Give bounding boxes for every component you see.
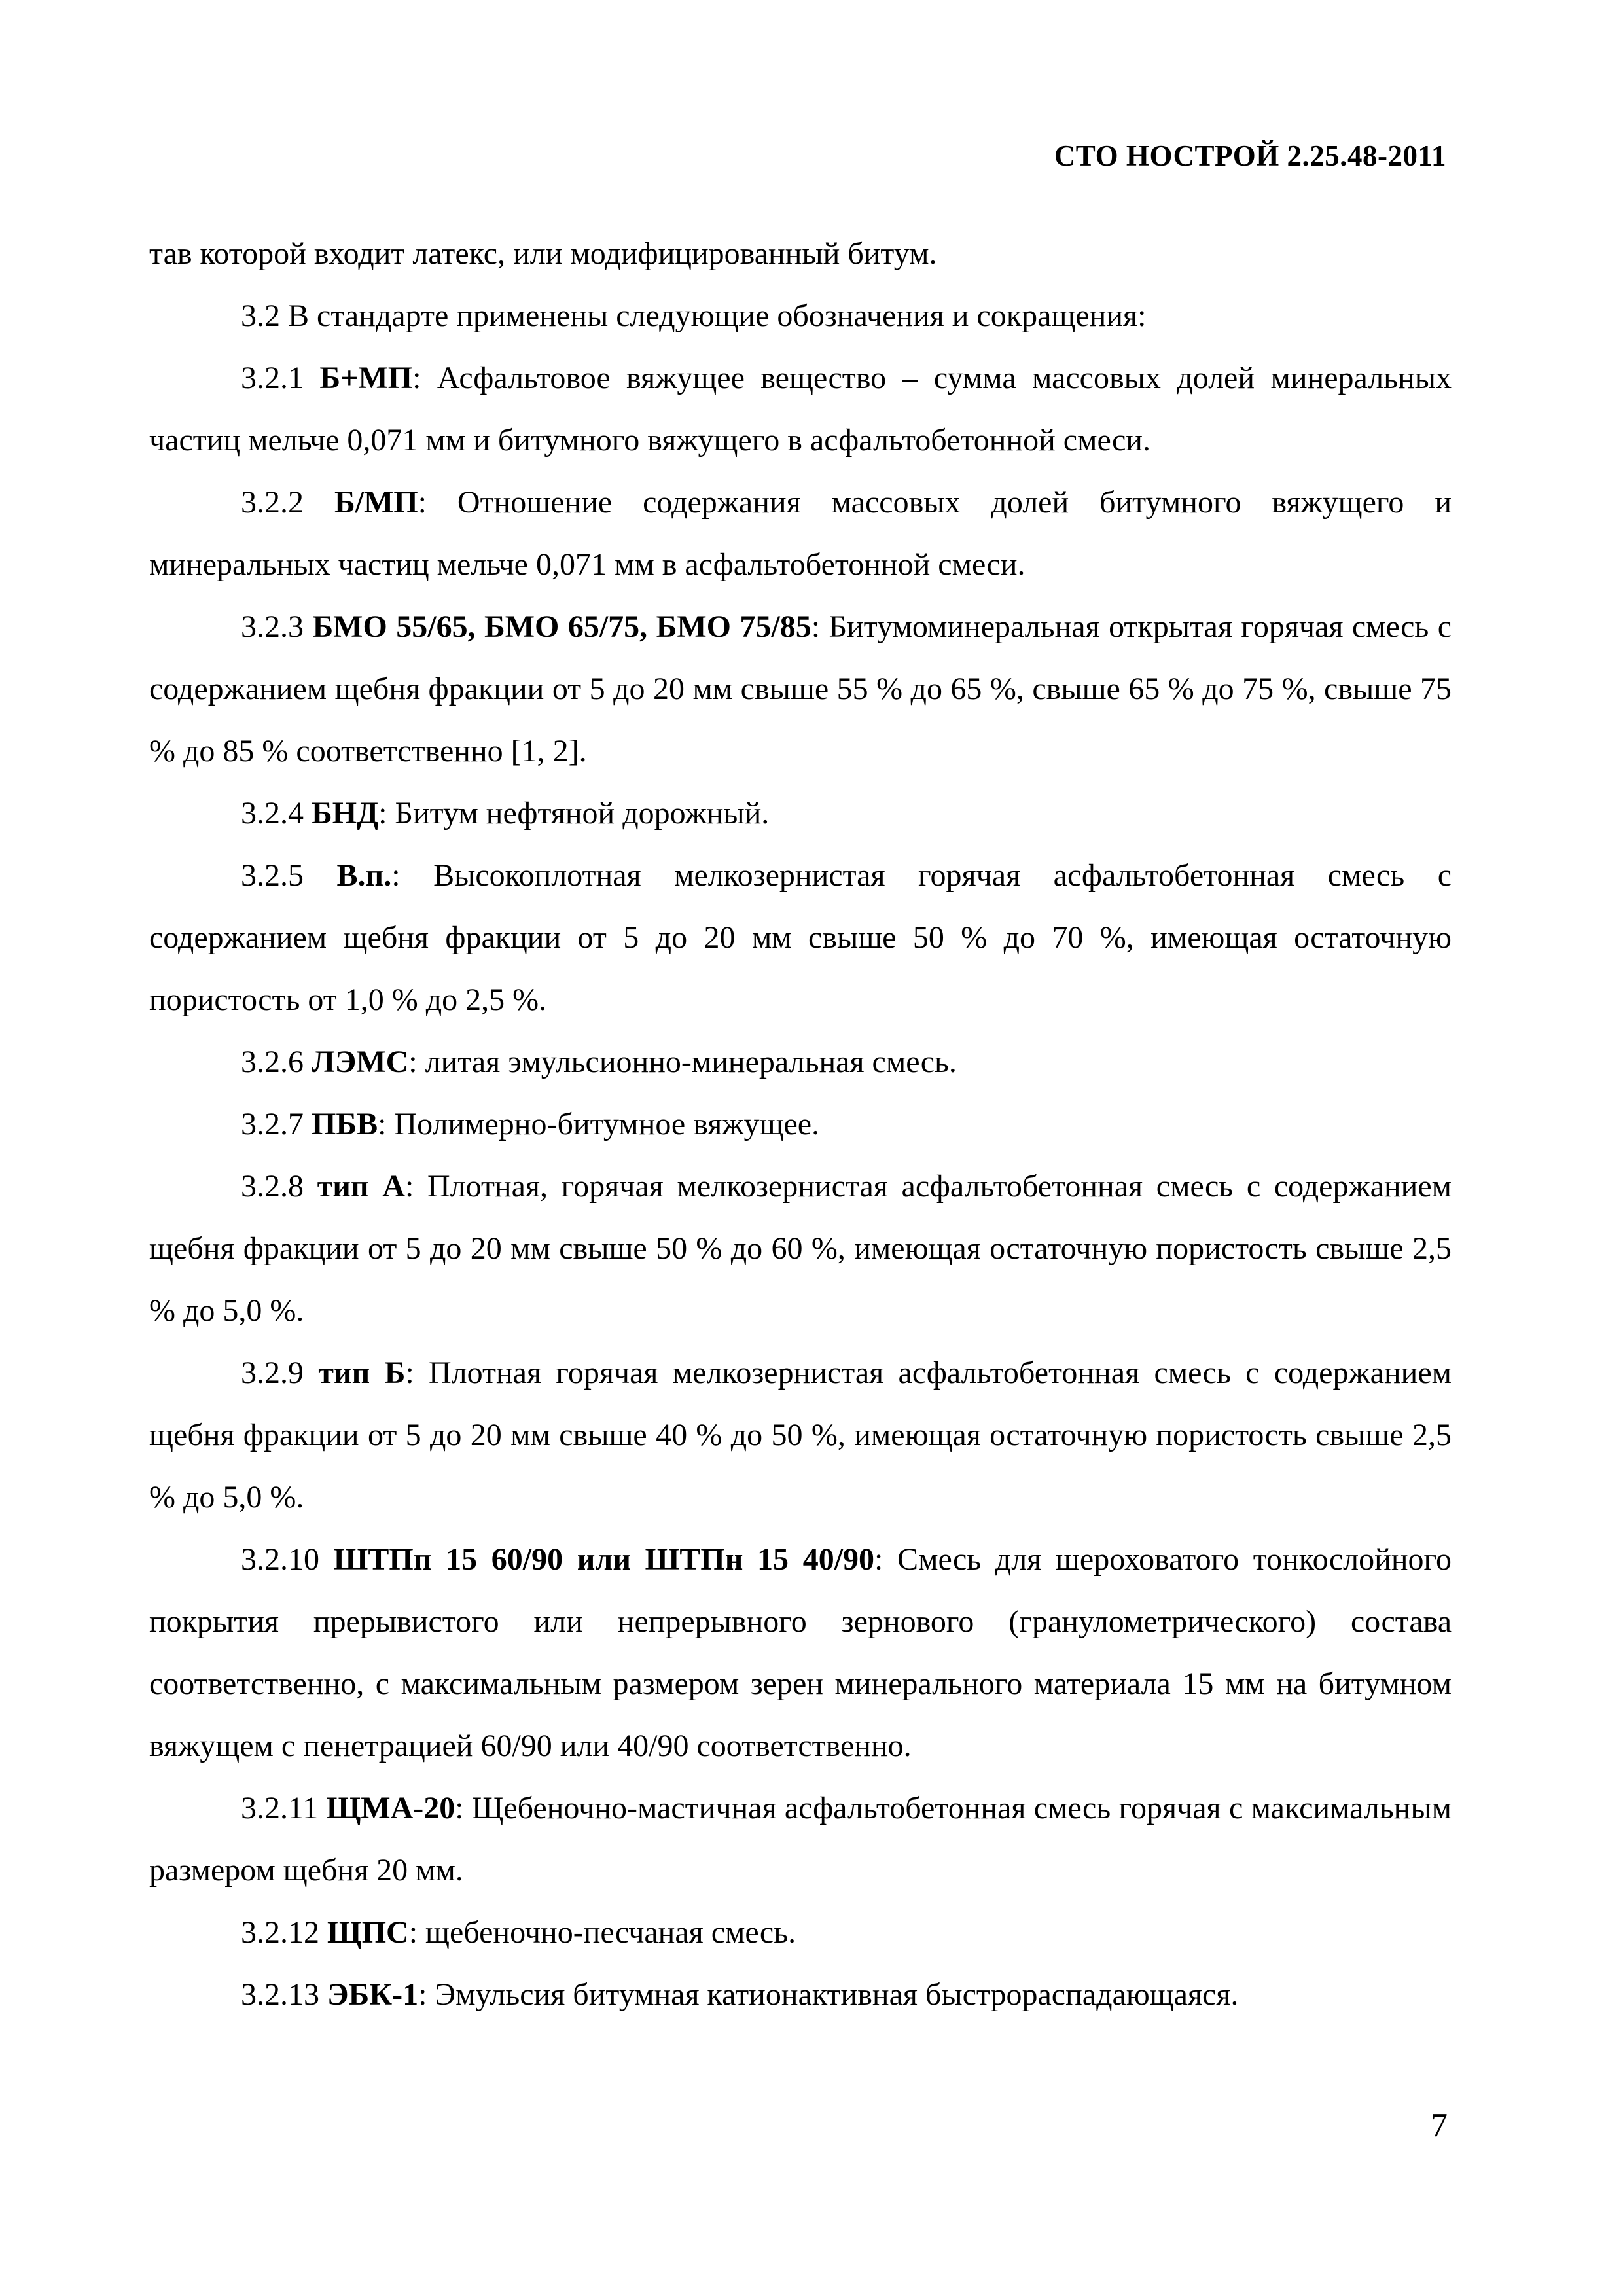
item-text: : щебеночно-песчаная смесь. xyxy=(408,1915,796,1950)
item-term: ПБВ xyxy=(312,1107,378,1141)
item-number: 3.2.8 xyxy=(241,1169,304,1204)
item-term: Б+МП xyxy=(319,361,413,395)
item-term: тип Б xyxy=(318,1355,406,1390)
item-number: 3.2.9 xyxy=(241,1355,304,1390)
definition-item xyxy=(149,1031,1452,1093)
item-number: 3.2.1 xyxy=(241,361,304,395)
definition-item xyxy=(149,471,1452,596)
section-number: 3.2 xyxy=(241,298,280,333)
item-number: 3.2.12 xyxy=(241,1915,319,1950)
item-text: : Асфальтовое вяжущее вещество – сумма массовых долей минеральных частиц мельче 0,071 мм и битумного вяжущего в асфальтобетонной смеси. xyxy=(149,361,1452,457)
definition-item xyxy=(149,1964,1452,2026)
item-term: Б/МП xyxy=(334,485,418,520)
item-text: : Смесь для шероховатого тонкослойного покрытия прерывистого или непрерывного зернового (гранулометрического) состава соответственно, с максимальным размером зерен минерального материала 15 мм на битумном вяжущем с пенетрацией 60/90 или 40/90 соответственно. xyxy=(149,1542,1452,1763)
item-text: : Плотная, горячая мелкозернистая асфальтобетонная смесь с содержанием щебня фракции от 5 до 20 мм свыше 50 % до 60 %, имеющая остаточную пористость свыше 2,5 % до 5,0 %. xyxy=(149,1169,1452,1328)
definition-item xyxy=(149,1777,1452,1901)
document-header: СТО НОСТРОЙ 2.25.48-2011 xyxy=(1054,139,1446,172)
item-text: : Высокоплотная мелкозернистая горячая асфальтобетонная смесь с содержанием щебня фракции от 5 до 20 мм свыше 50 % до 70 %, имеющая остаточную пористость от 1,0 % до 2,5 %. xyxy=(149,858,1452,1017)
continuation-paragraph: тав которой входит латекс, или модифицированный битум. xyxy=(149,236,937,271)
item-text: : Битум нефтяной дорожный. xyxy=(378,796,770,831)
section-paragraph xyxy=(149,285,1452,347)
item-text: : Отношение содержания массовых долей битумного вяжущего и минеральных частиц мельче 0,071 мм в асфальтобетонной смеси. xyxy=(149,485,1452,582)
definition-item xyxy=(149,1901,1452,1964)
page-number: 7 xyxy=(1431,2107,1448,2144)
definition-item xyxy=(149,1342,1452,1528)
item-term: ЩПС xyxy=(327,1915,409,1950)
item-number: 3.2.2 xyxy=(241,485,304,520)
item-term: БМО 55/65, БМО 65/75, БМО 75/85 xyxy=(312,609,812,644)
item-number: 3.2.5 xyxy=(241,858,304,893)
definition-item xyxy=(149,347,1452,471)
item-number: 3.2.13 xyxy=(241,1977,319,2012)
item-number: 3.2.4 xyxy=(241,796,304,831)
item-number: 3.2.11 xyxy=(241,1791,319,1825)
item-text: : Эмульсия битумная катионактивная быстрораспадающаяся. xyxy=(418,1977,1239,2012)
item-text: : Щебеночно-мастичная асфальтобетонная смесь горячая с максимальным размером щебня 20 мм. xyxy=(149,1791,1452,1888)
definition-item xyxy=(149,1093,1452,1155)
item-term: В.п. xyxy=(336,858,392,893)
definition-item xyxy=(149,782,1452,844)
item-term: ЛЭМС xyxy=(312,1045,409,1079)
item-term: БНД xyxy=(312,796,379,831)
item-number: 3.2.6 xyxy=(241,1045,304,1079)
section-text: В стандарте применены следующие обозначения и сокращения: xyxy=(288,298,1147,333)
item-term: тип А xyxy=(317,1169,405,1204)
item-term: ЩМА-20 xyxy=(326,1791,455,1825)
item-term: ЭБК-1 xyxy=(327,1977,419,2012)
item-number: 3.2.10 xyxy=(241,1542,319,1577)
item-term: ШТПп 15 60/90 или ШТПн 15 40/90 xyxy=(333,1542,875,1577)
document-body xyxy=(149,223,1452,2026)
definition-item xyxy=(149,1528,1452,1777)
item-text: : литая эмульсионно-минеральная смесь. xyxy=(408,1045,957,1079)
item-text: : Полимерно-битумное вяжущее. xyxy=(378,1107,820,1141)
item-number: 3.2.3 xyxy=(241,609,304,644)
item-text: : Плотная горячая мелкозернистая асфальтобетонная смесь с содержанием щебня фракции от 5 до 20 мм свыше 40 % до 50 %, имеющая остаточную пористость свыше 2,5 % до 5,0 %. xyxy=(149,1355,1452,1515)
definition-item xyxy=(149,844,1452,1031)
item-text: : Битумоминеральная открытая горячая смесь с содержанием щебня фракции от 5 до 20 мм свыше 55 % до 65 %, свыше 65 % до 75 %, свыше 75 % до 85 % соответственно [1, 2]. xyxy=(149,609,1452,768)
item-number: 3.2.7 xyxy=(241,1107,304,1141)
definition-item xyxy=(149,1155,1452,1342)
definition-item xyxy=(149,596,1452,782)
